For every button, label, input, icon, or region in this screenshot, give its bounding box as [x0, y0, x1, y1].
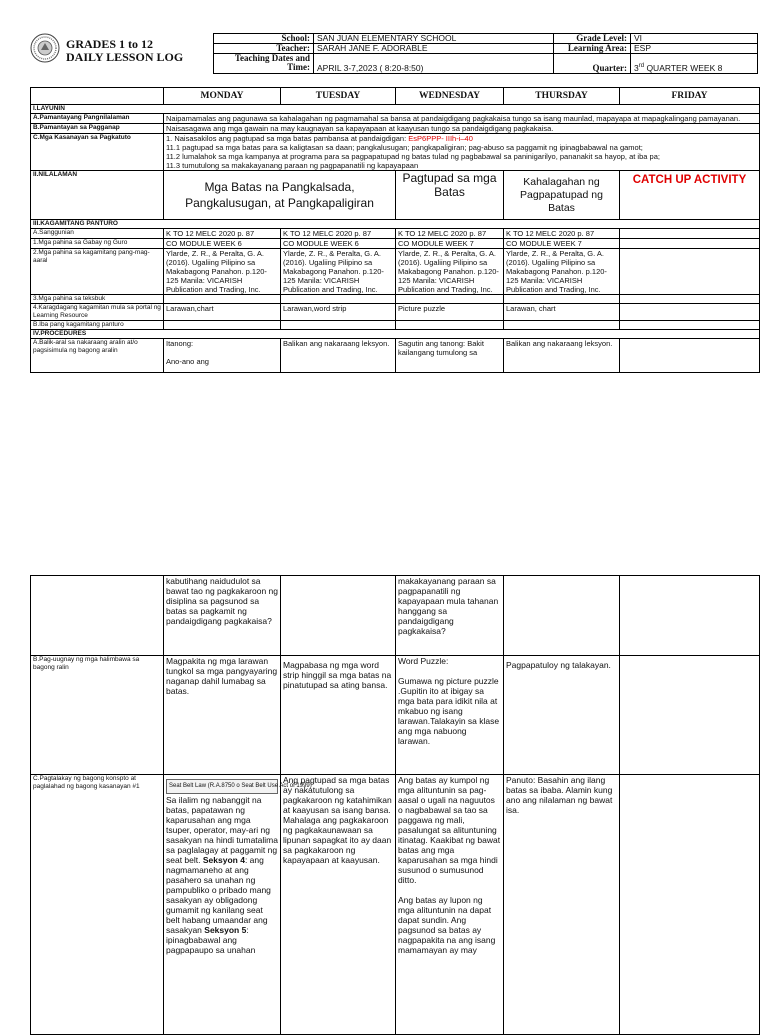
area-label: Learning Area:	[554, 44, 631, 54]
teacher-label: Teacher:	[214, 44, 314, 54]
pag-uugnay-mon: Magpakita ng mga larawan tungkol sa mga pangyayaring naganap dahil lumabag sa batas.	[164, 656, 281, 775]
pagtalakay-mon: Seat Belt Law (R.A.8750 o Seat Belt Use Act of 1999) Sa ilalim ng nabanggit na batas, papatawan ng kaparusahan ang mga tsuper, operator, may-ari ng sasakyan na hindi tumatalima sa paglalagay at paggamit ng seat belt. Seksyon 4: ang nagmamaneho at ang pasahero sa unahan ng pampubliko o pribado mang sasakyan ay obligadong gumamit ng kanilang seat belt habang umaandar ang sasakyan Seksyon 5: ipinagbabawal ang pagpapaupo sa unahan	[164, 775, 281, 1035]
day-thursday: THURSDAY	[504, 88, 620, 105]
day-tuesday: TUESDAY	[281, 88, 396, 105]
kagamitang-mag-aaral-label: 2.Mga pahina sa kagamitang pang-mag-aaral	[31, 249, 164, 295]
sanggunian-wed: K TO 12 MELC 2020 p. 87	[396, 229, 504, 239]
pagtalakay-wed: Ang batas ay kumpol ng mga alituntunin sa pag-aasal o ugali na naguutos o nagbabawal sa tao sa paggawa ng mali, pasalungat sa alituntuning itinatag. Kaakibat ng bawat batas ang mga kaparusahan sa mga hindi susunod o sumusunod ditto. Ang batas ay lupon ng mga alituntunin na dapat dapat sundin. Ang pagsunod sa batas ay nagpapakita na ang isang mamamayan ay may	[396, 775, 504, 1035]
quarter-label: Quarter:	[554, 54, 631, 74]
pamantayan-sa-pagganap-text: Naisasagawa ang mga gawain na may kaugnayan sa kapayapaan at kaayusan tungo sa pandaigdigang pagkakaisa.	[164, 124, 760, 134]
karagdagang-kagamitan-mon: Larawan,chart	[164, 304, 281, 321]
karagdagang-kagamitan-wed: Picture puzzle	[396, 304, 504, 321]
page-2	[0, 548, 768, 1024]
gabay-guro-mon: CO MODULE WEEK 6	[164, 239, 281, 249]
school-label: School:	[214, 34, 314, 44]
area-value: ESP	[631, 44, 758, 54]
balik-aral-thu: Balikan ang nakaraang leksyon.	[504, 339, 620, 373]
melc-code: EsP6PPP- IIIh-i–40	[408, 134, 473, 143]
day-header-row	[31, 88, 760, 105]
catch-up-activity: CATCH UP ACTIVITY	[620, 171, 760, 220]
gabay-guro-wed: CO MODULE WEEK 7	[396, 239, 504, 249]
dates-value: APRIL 3-7,2023 ( 8:20-8:50)	[314, 54, 554, 74]
kagamitang-mag-aaral-thu: Ylarde, Z. R., & Peralta, G. A. (2016). Ugaliing Pilipino sa Makabagong Panahon. p.120-125 Manila: VICARISH Publication and Trading, Inc.	[504, 249, 620, 295]
pamantayang-pangnilalaman-text: Naipamamalas ang pagunawa sa kahalagahan ng pagmamahal sa bansa at pandaigdigang pagkakaisa tungo sa isang maunlad, mapayapa at mapagkalingang pamayanan.	[164, 114, 760, 124]
kasanayan-label: C.Mga Kasanayan sa Pagkatuto	[31, 134, 164, 171]
lesson-table-continued	[30, 575, 760, 1035]
deped-seal-icon	[30, 33, 60, 63]
nilalaman-mon-tue: Mga Batas na Pangkalsada, Pangkalusugan, at Pangkapaligiran	[164, 171, 396, 220]
nilalaman-thu: Kahalagahan ng Pagpapatupad ng Batas	[504, 171, 620, 220]
pamantayang-pangnilalaman-label: A.Pamantayang Pangnilalaman	[31, 114, 164, 124]
gabay-guro-thu: CO MODULE WEEK 7	[504, 239, 620, 249]
iba-pang-kagamitan-label: B.Iba pang kagamitang panturo	[31, 321, 164, 330]
nilalaman-label: II.NILALAMAN	[31, 171, 164, 220]
seat-belt-law-box: Seat Belt Law (R.A.8750 o Seat Belt Use Act of 1999)	[166, 779, 278, 794]
layunin-heading: I.LAYUNIN	[31, 105, 760, 114]
karagdagang-kagamitan-thu: Larawan, chart	[504, 304, 620, 321]
pag-uugnay-tue: Magpabasa ng mga word strip hinggil sa mga batas na pinatutupad sa ating bansa.	[281, 656, 396, 775]
lesson-table	[30, 87, 760, 373]
pag-uugnay-label: B.Pag-uugnay ng mga halimbawa sa bagong ralin	[31, 656, 164, 775]
balik-aral-tue: Balikan ang nakaraang leksyon.	[281, 339, 396, 373]
teksbuk-label: 3.Mga pahina sa teksbuk	[31, 295, 164, 304]
dates-label: Teaching Dates and Time:	[214, 54, 314, 74]
kagamitang-mag-aaral-mon: Ylarde, Z. R., & Peralta, G. A. (2016). Ugaliing Pilipino sa Makabagong Panahon. p.120-125 Manila: VICARISH Publication and Trading, Inc.	[164, 249, 281, 295]
day-friday: FRIDAY	[620, 88, 760, 105]
day-monday: MONDAY	[164, 88, 281, 105]
header-info-table	[213, 33, 758, 74]
pag-uugnay-thu: Pagpapatuloy ng talakayan.	[504, 656, 620, 775]
kagamitang-mag-aaral-tue: Ylarde, Z. R., & Peralta, G. A. (2016). Ugaliing Pilipino sa Makabagong Panahon. p.120-125 Manila: VICARISH Publication and Trading, Inc.	[281, 249, 396, 295]
pagtalakay-label: C.Pagtalakay ng bagong konspto at paglalahad ng bagong kasanayan #1	[31, 775, 164, 1035]
pag-uugnay-wed: Word Puzzle: Gumawa ng picture puzzle .Gupitin ito at ibigay sa mga bata para idikit nila at mkabuo ng isang larawan.Talakayin sa klase ang mga nabuong larawan.	[396, 656, 504, 775]
pamantayan-sa-pagganap-label: B.Pamantayan sa Pagganap	[31, 124, 164, 134]
lesson-log-title: GRADES 1 to 12 DAILY LESSON LOG	[66, 37, 184, 64]
balik-aral-wed: Sagutin ang tanong: Bakit kailangang tumulong sa	[396, 339, 504, 373]
teacher-value: SARAH JANE F. ADORABLE	[314, 44, 554, 54]
gabay-guro-tue: CO MODULE WEEK 6	[281, 239, 396, 249]
kagamitan-heading: III.KAGAMITANG PANTURO	[31, 220, 760, 229]
karagdagang-kagamitan-tue: Larawan,word strip	[281, 304, 396, 321]
day-wednesday: WEDNESDAY	[396, 88, 504, 105]
nilalaman-wed: Pagtupad sa mga Batas	[396, 171, 504, 220]
balik-aral-wed-cont: makakayanang paraan sa pagpapanatili ng kapayapaan mula tahanan hanggang sa pandaigdigang pagkakaisa?	[396, 576, 504, 656]
grade-label: Grade Level:	[554, 34, 631, 44]
quarter-value: 3rd QUARTER WEEK 8	[631, 54, 758, 74]
school-value: SAN JUAN ELEMENTARY SCHOOL	[314, 34, 554, 44]
sanggunian-tue: K TO 12 MELC 2020 p. 87	[281, 229, 396, 239]
sanggunian-label: A.Sanggunian	[31, 229, 164, 239]
karagdagang-kagamitan-label: 4.Karagdagang kagamitan mula sa portal ng Learning Resource	[31, 304, 164, 321]
balik-aral-mon: Itanong: Ano-ano ang	[164, 339, 281, 373]
sanggunian-mon: K TO 12 MELC 2020 p. 87	[164, 229, 281, 239]
balik-aral-label: A.Balik-aral sa nakaraang aralin at/o pagsisimula ng bagong aralin	[31, 339, 164, 373]
procedures-heading: IV.PROCEDURES	[31, 330, 760, 339]
balik-aral-mon-cont: kabutihang naidudulot sa bawat tao ng pagkakaroon ng disiplina sa pagsunod sa batas sa pagkamit ng pandaigdigang pagkakaisa?	[164, 576, 281, 656]
pagtalakay-thu: Panuto: Basahin ang ilang batas sa ibaba. Alamin kung ano ang nilalaman ng bawat isa.	[504, 775, 620, 1035]
grade-value: VI	[631, 34, 758, 44]
kasanayan-text: 1. Naisasakilos ang pagtupad sa mga batas pambansa at pandaigdigan: EsP6PPP- IIIh-i–40 11.1 pagtupad sa mga batas para sa kaligtasan sa daan; pangkalusugan; pangkapaligiran; pag-abuso sa paggamit ng ipinagbabawal na gamot; 11.2 lumalahok sa mga kampanya at programa para sa pagpapatupad ng batas tulad ng pagbabawal sa paninigarilyo, pananakit sa hayop, at iba pa; 11.3 tumutulong sa makakayanang paraan ng pagpapanatili ng kapayapaan	[164, 134, 760, 171]
sanggunian-thu: K TO 12 MELC 2020 p. 87	[504, 229, 620, 239]
gabay-guro-label: 1.Mga pahina sa Gabay ng Guro	[31, 239, 164, 249]
pagtalakay-tue: Ang pagtupad sa mga batas ay nakatutulong sa pagkakaroon ng katahimikan at kaayusan sa isang bansa. Mahalaga ang pagkakaroon ng pagkakaunawaan sa lipunan sapagkat ito ay daan sa pagkakaroon ng kapayapaan at kaayusan.	[281, 775, 396, 1035]
kagamitang-mag-aaral-wed: Ylarde, Z. R., & Peralta, G. A. (2016). Ugaliing Pilipino sa Makabagong Panahon. p.120-125 Manila: VICARISH Publication and Trading, Inc.	[396, 249, 504, 295]
